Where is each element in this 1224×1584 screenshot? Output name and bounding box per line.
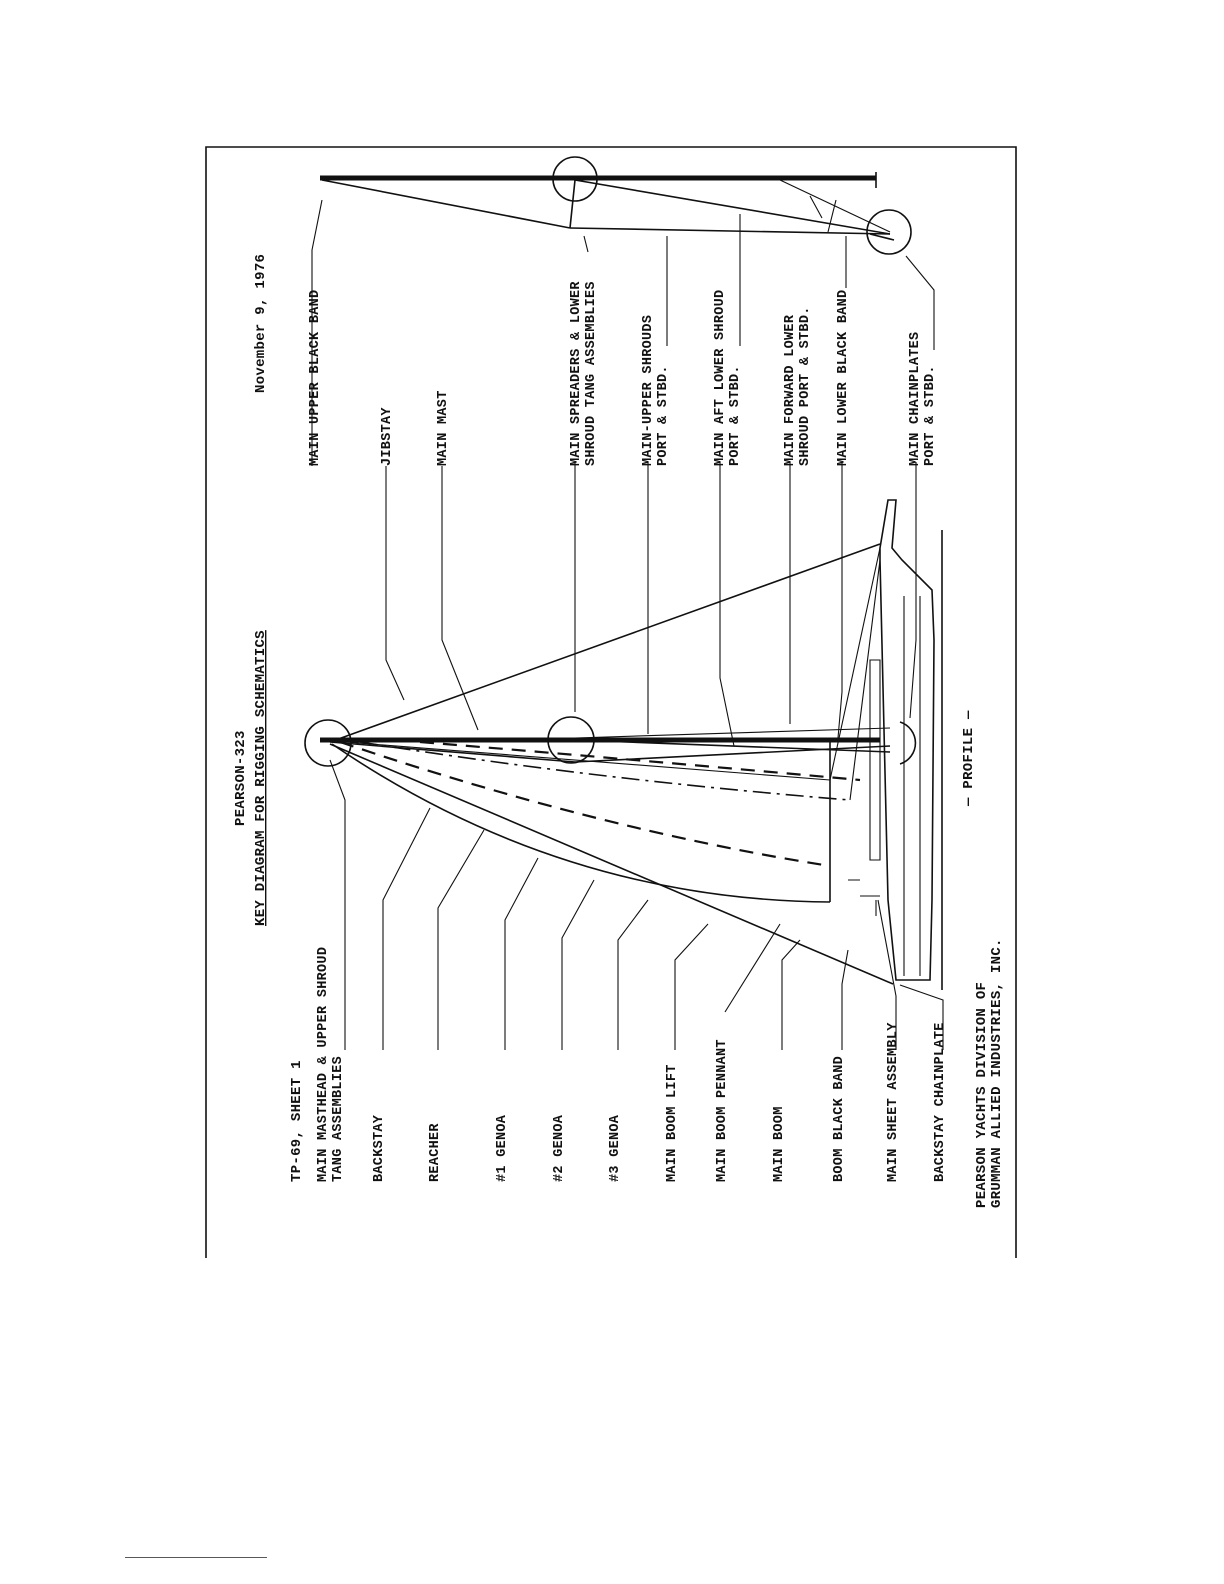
leader-aft-lower bbox=[720, 462, 734, 746]
sailplan-profile bbox=[305, 500, 942, 990]
left-label-1-line-0: BACKSTAY bbox=[372, 1114, 387, 1182]
leader-backstay bbox=[383, 808, 430, 1050]
leader-jibstay bbox=[386, 466, 404, 700]
reacher-foot bbox=[830, 548, 880, 780]
left-label-6-line-0: MAIN BOOM LIFT bbox=[665, 1064, 680, 1182]
left-label-group bbox=[316, 947, 948, 1182]
detail-upper-shroud-a bbox=[322, 180, 570, 228]
leader-lower-black-band bbox=[838, 462, 842, 738]
right-label-7-line-0: MAIN LOWER BLACK BAND bbox=[836, 289, 851, 466]
left-label-2-line-0: REACHER bbox=[428, 1123, 443, 1182]
right-label-1-line-0: JIBSTAY bbox=[380, 407, 395, 466]
left-label-9-line-0: BOOM BLACK BAND bbox=[832, 1055, 847, 1182]
diagram-date: November 9, 1976 bbox=[253, 253, 269, 393]
cabin-house bbox=[870, 660, 880, 860]
leader-reacher bbox=[438, 830, 484, 1050]
right-label-6-line-0: MAIN FORWARD LOWER bbox=[783, 314, 798, 466]
main-sail-leech bbox=[332, 744, 830, 902]
left-label-4-line-0: #2 GENOA bbox=[552, 1114, 567, 1182]
backstay bbox=[330, 744, 893, 984]
left-label-0-line-1: TANG ASSEMBLIES bbox=[331, 1055, 346, 1182]
genoa-foot bbox=[850, 560, 880, 800]
right-label-4-line-1: PORT & STBD. bbox=[656, 365, 671, 466]
right-label-6-line-1: SHROUD PORT & STBD. bbox=[798, 306, 813, 466]
cockpit-fittings bbox=[848, 880, 880, 916]
right-label-3-line-0: MAIN SPREADERS & LOWER bbox=[569, 281, 584, 466]
leader-boom-pennant bbox=[725, 924, 780, 1012]
right-label-5-line-1: PORT & STBD. bbox=[728, 365, 743, 466]
right-label-3-line-1: SHROUD TANG ASSEMBLIES bbox=[584, 281, 599, 466]
left-label-0-line-0: MAIN MASTHEAD & UPPER SHROUD bbox=[316, 946, 331, 1182]
right-label-4-line-0: MAIN-UPPER SHROUDS bbox=[641, 314, 656, 466]
left-label-5-line-0: #3 GENOA bbox=[608, 1114, 623, 1182]
profile-caption: — PROFILE — bbox=[961, 710, 977, 806]
model-name: PEARSON-323 bbox=[233, 730, 249, 826]
leader-boom-lift bbox=[675, 924, 708, 1050]
detail-chainplate bbox=[870, 234, 894, 240]
page-link-underline[interactable] bbox=[125, 1557, 267, 1558]
right-label-0-line-0: MAIN UPPER BLACK BAND bbox=[308, 289, 323, 466]
leader-chainplates bbox=[910, 462, 916, 718]
detail-spreader bbox=[570, 180, 575, 228]
mast-detail-drawing bbox=[320, 157, 911, 254]
company-line-1: PEARSON YACHTS DIVISION OF bbox=[974, 981, 990, 1208]
detail-aft-lower bbox=[575, 180, 890, 234]
right-leaders bbox=[312, 196, 934, 746]
sheet-number: TP-69, SHEET 1 bbox=[289, 1060, 305, 1182]
detail-upper-shroud-b bbox=[570, 228, 890, 234]
jibstay bbox=[330, 544, 880, 742]
leader-masthead bbox=[330, 760, 345, 1050]
leader-genoa-2 bbox=[562, 880, 594, 1050]
right-label-8-line-1: PORT & STBD. bbox=[923, 365, 938, 466]
leader-genoa-1 bbox=[505, 858, 538, 1050]
company-line-2: GRUMMAN ALLIED INDUSTRIES, INC. bbox=[989, 938, 1005, 1208]
right-label-8-line-0: MAIN CHAINPLATES bbox=[908, 331, 923, 466]
diagram-title: KEY DIAGRAM FOR RIGGING SCHEMATICS bbox=[253, 630, 269, 926]
right-label-5-line-0: MAIN AFT LOWER SHROUD bbox=[713, 289, 728, 466]
right-label-group bbox=[308, 281, 938, 466]
hull-outline bbox=[880, 500, 934, 980]
chainplate-circle bbox=[900, 722, 915, 764]
leader-genoa-3 bbox=[618, 900, 648, 1050]
leader-main-boom bbox=[782, 940, 800, 1050]
left-label-3-line-0: #1 GENOA bbox=[495, 1114, 510, 1182]
text-layer bbox=[233, 254, 1005, 1208]
left-label-11-line-0: BACKSTAY CHAINPLATE bbox=[933, 1022, 948, 1182]
left-leaders bbox=[330, 760, 943, 1050]
right-label-2-line-0: MAIN MAST bbox=[436, 390, 451, 466]
leader-forward-lower-detail bbox=[810, 196, 836, 232]
upper-shroud-b bbox=[575, 746, 890, 762]
leader-spreaders-detail bbox=[584, 236, 588, 252]
left-label-10-line-0: MAIN SHEET ASSEMBLY bbox=[886, 1022, 901, 1182]
left-label-8-line-0: MAIN BOOM bbox=[772, 1106, 787, 1182]
left-label-7-line-0: MAIN BOOM PENNANT bbox=[715, 1039, 730, 1182]
